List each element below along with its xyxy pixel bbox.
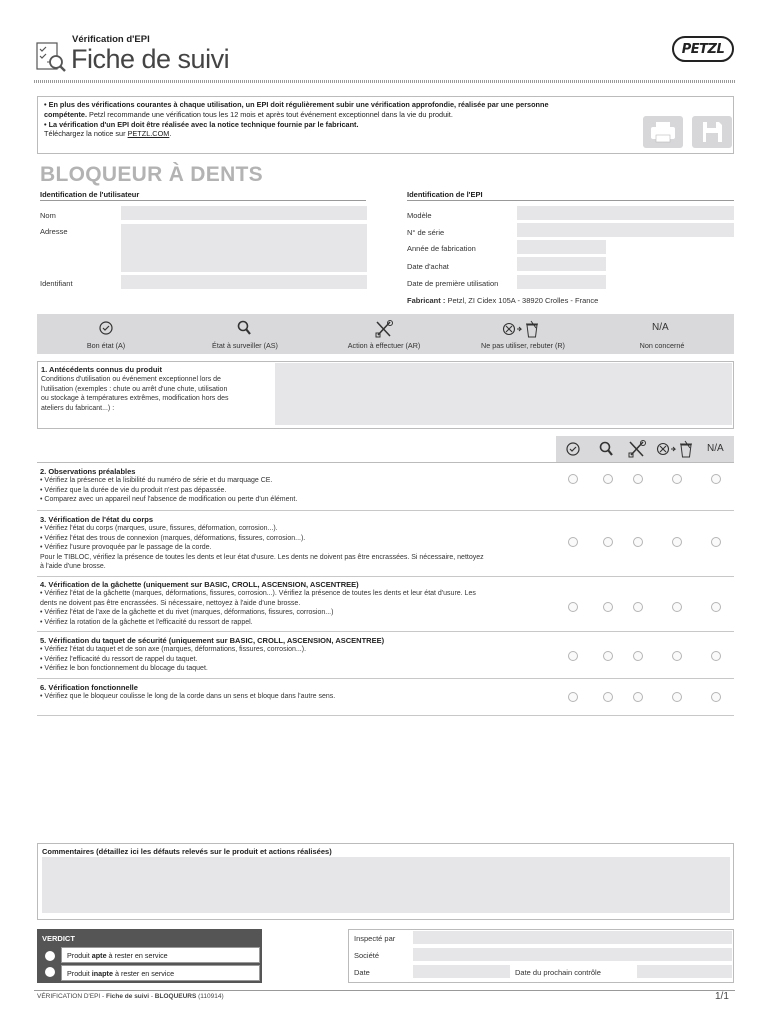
verdict-radio-inapte[interactable] [45, 967, 55, 977]
s5-radio-ar[interactable] [633, 651, 643, 661]
s6-radio-na[interactable] [711, 692, 721, 702]
label-modele: Modèle [407, 211, 432, 220]
legend-label-non-concerne: Non concerné [639, 341, 685, 350]
col-magnifier-icon [596, 440, 618, 458]
epi-id-rule [407, 200, 734, 201]
field-serie[interactable] [517, 223, 734, 237]
s4-radio-ar[interactable] [633, 602, 643, 612]
footer-rule [34, 990, 735, 991]
s4-radio-a[interactable] [568, 602, 578, 612]
na-legend-text: N/A [652, 322, 669, 333]
section-3: 3. Vérification de l'état du corps • Vérifiez l'état du corps (marques, usure, fissures, déformation, corrosion...). • Vérifiez l'état des trous de connexion (marques, déformations, fissures, corrosion...). • Vérifiez l'usure provoquée par le passage de la corde. Pour le TIBLOC, vérifiez la présence de toutes les dents et leur état d'usure. Les dents ne doivent pas être encrassées. Si nécessaire, nettoyez à l'aide d'une brosse. [40, 515, 555, 572]
comments-title: Commentaires (détaillez ici les défauts relevés sur le produit et actions réalisées) [42, 847, 332, 856]
field-nom[interactable] [121, 206, 367, 220]
label-annee: Année de fabrication [407, 244, 476, 253]
user-id-rule [40, 200, 366, 201]
s5-radio-as[interactable] [603, 651, 613, 661]
field-prochain-controle[interactable] [637, 965, 732, 978]
field-identifiant[interactable] [121, 275, 367, 289]
col-discard-bin-icon [656, 440, 698, 458]
legend-label-action: Action à effectuer (AR) [347, 341, 421, 350]
col-na-text: N/A [707, 443, 724, 454]
s5-radio-a[interactable] [568, 651, 578, 661]
field-adresse[interactable] [121, 224, 367, 272]
check-circle-icon [96, 320, 116, 336]
save-button[interactable] [692, 116, 732, 148]
s2-radio-na[interactable] [711, 474, 721, 484]
s6-radio-ar[interactable] [633, 692, 643, 702]
legend-label-rebuter: Ne pas utiliser, rebuter (R) [481, 341, 565, 350]
manufacturer: Fabricant : Petzl, ZI Cidex 105A - 38920 Crolles - France [407, 296, 599, 305]
field-inspecte-par[interactable] [413, 931, 732, 944]
section-6: 6. Vérification fonctionnelle • Vérifiez que le bloqueur coulisse le long de la corde dans un sens et bloque dans l'autre sens. [40, 683, 555, 702]
floppy-disk-icon [692, 116, 732, 148]
s5-radio-r[interactable] [672, 651, 682, 661]
discard-bin-icon [502, 320, 544, 336]
s4-radio-r[interactable] [672, 602, 682, 612]
section-divider [37, 510, 734, 511]
section-divider [37, 631, 734, 632]
s3-radio-na[interactable] [711, 537, 721, 547]
s6-radio-r[interactable] [672, 692, 682, 702]
col-tools-icon [626, 440, 648, 458]
section-4: 4. Vérification de la gâchette (uniquement sur BASIC, CROLL, ASCENSION, ASCENTREE) • Vérifiez l'état de la gâchette (marques, déformations, fissures, corrosion...). Vérifiez la présence de toutes les dents et leur état d'usure. Les dents ne doivent pas être encrassées. Si nécessaire, nettoyez à l'aide d'une brosse. • Vérifiez l'état de l'axe de la gâchette et du rivet (marques, déformations, fissures, corrosion...) • Vérifiez la rotation de la gâchette et l'efficacité du ressort de rappel. [40, 580, 555, 627]
label-date: Date [354, 968, 370, 977]
label-nom: Nom [40, 211, 56, 220]
header-rule [34, 80, 735, 83]
verdict-title: VERDICT [42, 934, 75, 943]
section-title: 6. Vérification fonctionnelle [40, 683, 138, 692]
label-inspecte-par: Inspecté par [354, 934, 396, 943]
section-divider [37, 678, 734, 679]
verdict-radio-apte[interactable] [45, 951, 55, 961]
label-prochain-controle: Date du prochain contrôle [515, 968, 601, 977]
s2-radio-as[interactable] [603, 474, 613, 484]
petzl-link[interactable]: PETZL.COM [127, 129, 170, 139]
section-title: 5. Vérification du taquet de sécurité (uniquement sur BASIC, CROLL, ASCENSION, ASCENTREE) [40, 636, 385, 645]
print-button[interactable] [643, 116, 683, 148]
section-2: 2. Observations préalables • Vérifiez la présence et la lisibilité du numéro de série et du marquage CE. • Vérifiez que la durée de vie du produit n'est pas dépassée. • Comparez avec un appareil neuf l'absence de modification ou perte d'un élément. [40, 467, 555, 505]
s2-radio-ar[interactable] [633, 474, 643, 484]
field-societe[interactable] [413, 948, 732, 961]
history-text: Conditions d'utilisation ou événement exceptionnel lors de l'utilisation (exemples : chute ou arrêt d'une chute, utilisation ou stockage à températures extrêmes, modification hors des ateliers du fabricant...) : [41, 376, 229, 412]
label-serie: N° de série [407, 228, 445, 237]
header-doc-icon [34, 40, 68, 74]
comments-field[interactable] [42, 857, 730, 913]
s3-radio-as[interactable] [603, 537, 613, 547]
s5-radio-na[interactable] [711, 651, 721, 661]
legend-label-a-surveiller: État à surveiller (AS) [212, 341, 278, 350]
section-divider [37, 715, 734, 716]
legend-label-bon-etat: Bon état (A) [86, 341, 126, 350]
history-field[interactable] [275, 363, 732, 425]
s4-radio-as[interactable] [603, 602, 613, 612]
label-identifiant: Identifiant [40, 279, 73, 288]
section-5: 5. Vérification du taquet de sécurité (uniquement sur BASIC, CROLL, ASCENSION, ASCENTREE) • Vérifiez l'état du taquet et de son axe (marques, déformations, fissures, corrosion...). • Vérifiez l'efficacité du ressort de rappel du taquet. • Vérifiez le bon fonctionnement du blocage du taquet. [40, 636, 555, 674]
printer-icon [643, 116, 683, 148]
info-text: • En plus des vérifications courantes à chaque utilisation, un EPI doit régulièrement subir une vérification approfondie, réalisée par une personne compétente. Petzl recommande une vérification tous les 12 mois et après tout événement exceptionnel dans la vie du produit. • La vérification d'un EPI doit être réalisée avec la notice technique fournie par le fabricant. Téléchargez la notice sur PETZL.COM. [44, 100, 549, 139]
s4-radio-na[interactable] [711, 602, 721, 612]
epi-id-heading: Identification de l'EPI [407, 190, 483, 199]
verdict-option-apte[interactable]: Produit apte à rester en service [61, 947, 260, 963]
tools-icon [374, 320, 394, 336]
s3-radio-a[interactable] [568, 537, 578, 547]
s6-radio-a[interactable] [568, 692, 578, 702]
page-title: Fiche de suivi [71, 44, 230, 74]
verdict-option-inapte[interactable]: Produit inapte à rester en service [61, 965, 260, 981]
s6-radio-as[interactable] [603, 692, 613, 702]
s2-radio-a[interactable] [568, 474, 578, 484]
product-title: BLOQUEUR À DENTS [40, 163, 263, 186]
field-modele[interactable] [517, 206, 734, 220]
history-title: 1. Antécédents connus du produit [41, 365, 162, 374]
s3-radio-r[interactable] [672, 537, 682, 547]
field-date[interactable] [413, 965, 510, 978]
col-check-circle-icon [562, 440, 584, 458]
field-achat[interactable] [517, 257, 606, 271]
field-annee[interactable] [517, 240, 606, 254]
section-divider [37, 576, 734, 577]
field-premiere-utilisation[interactable] [517, 275, 606, 289]
label-adresse: Adresse [40, 227, 68, 236]
magnifier-icon [235, 320, 255, 336]
section-title: 4. Vérification de la gâchette (uniquement sur BASIC, CROLL, ASCENSION, ASCENTREE) [40, 580, 359, 589]
petzl-logo: PETZL [672, 36, 734, 62]
s3-radio-ar[interactable] [633, 537, 643, 547]
section-title: 3. Vérification de l'état du corps [40, 515, 154, 524]
label-societe: Société [354, 951, 380, 960]
label-achat: Date d'achat [407, 262, 449, 271]
header-subtitle: Vérification d'EPI [72, 34, 150, 45]
user-id-heading: Identification de l'utilisateur [40, 190, 140, 199]
s2-radio-r[interactable] [672, 474, 682, 484]
section-title: 2. Observations préalables [40, 467, 136, 476]
page-number: 1/1 [715, 991, 729, 1002]
label-premiere-utilisation: Date de première utilisation [407, 279, 499, 288]
footer-text: VÉRIFICATION D'EPI - Fiche de suivi - BLOQUEURS (110914) [37, 993, 224, 1000]
